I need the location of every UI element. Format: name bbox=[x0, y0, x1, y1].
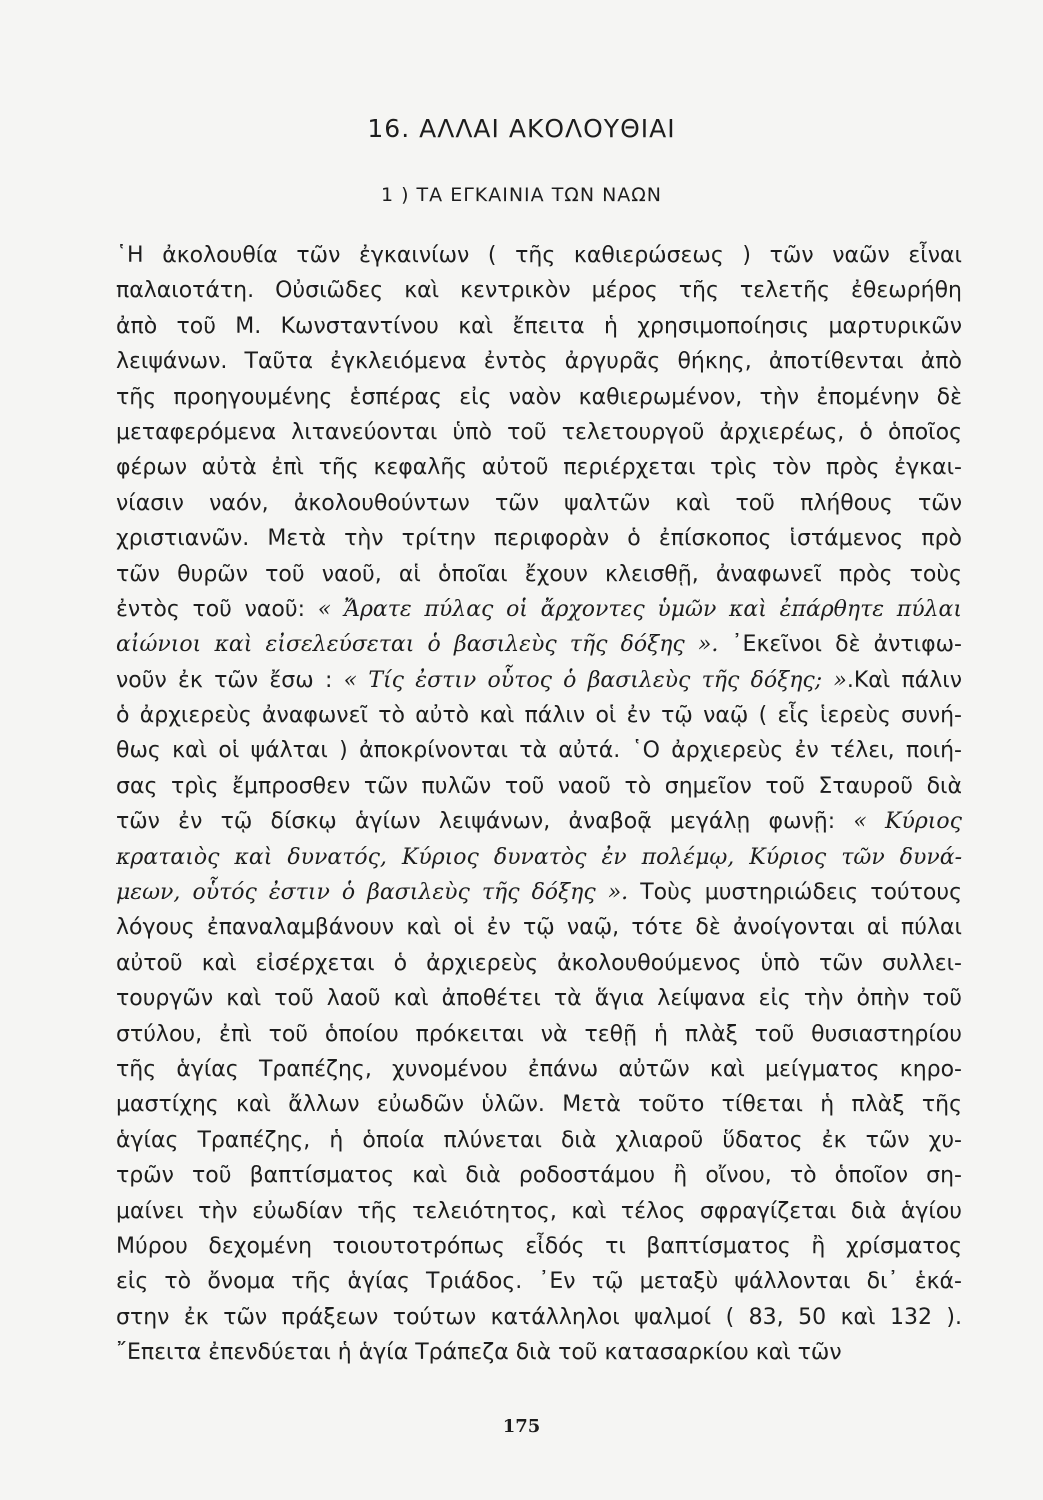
text-segment: μεων, οὗτός ἐστιν ὁ βασιλεὺς τῆς δόξης ». bbox=[116, 880, 629, 906]
text-line bbox=[116, 769, 962, 804]
text-line bbox=[116, 981, 962, 1016]
text-segment: λόγους ἐπαναλαμβάνουν καὶ οἱ ἐν τῷ ναῷ, τότε δὲ ἀνοίγονται αἱ πύλαι bbox=[116, 915, 962, 941]
text-segment: τῆς ἁγίας Τραπέζης, χυνομένου ἐπάνω αὐτῶν καὶ μείγματος κηρο- bbox=[116, 1056, 962, 1082]
text-segment: ἐντὸς τοῦ ναοῦ: bbox=[116, 596, 318, 622]
text-segment: στύλου, ἐπὶ τοῦ ὁποίου πρόκειται νὰ τεθῇ ἡ πλὰξ τοῦ θυσιαστηρίου bbox=[116, 1021, 962, 1047]
text-line bbox=[116, 238, 962, 273]
text-line bbox=[116, 1300, 962, 1335]
text-segment: ἁγίας Τραπέζης, ἡ ὁποία πλύνεται διὰ χλιαροῦ ὕδατος ἐκ τῶν χυ- bbox=[116, 1127, 962, 1153]
text-line bbox=[116, 1052, 962, 1087]
text-segment: αἰώνιοι καὶ εἰσελεύσεται ὁ βασιλεὺς τῆς δόξης ». bbox=[116, 632, 719, 658]
text-line bbox=[116, 698, 962, 733]
text-line bbox=[116, 273, 962, 308]
text-line bbox=[116, 627, 962, 662]
text-line bbox=[116, 875, 962, 910]
text-segment: αὐτοῦ καὶ εἰσέρχεται ὁ ἀρχιερεὺς ἀκολουθούμενος ὑπὸ τῶν συλλει- bbox=[116, 950, 962, 976]
text-line bbox=[116, 521, 962, 556]
text-segment: .Καὶ πάλιν bbox=[846, 667, 962, 693]
text-line bbox=[116, 1229, 962, 1264]
text-segment: μαστίχης καὶ ἄλλων εὐωδῶν ὑλῶν. Μετὰ τοῦτο τίθεται ἡ πλὰξ τῆς bbox=[116, 1092, 962, 1118]
text-segment: τουργῶν καὶ τοῦ λαοῦ καὶ ἀποθέτει τὰ ἅγια λείψανα εἰς τὴν ὀπὴν τοῦ bbox=[116, 986, 962, 1012]
body-text bbox=[116, 238, 962, 1371]
text-segment: « Κύριος bbox=[853, 809, 962, 835]
text-segment: Μύρου δεχομένη τοιουτοτρόπως εἶδός τι βαπτίσματος ἢ χρίσματος bbox=[116, 1233, 962, 1259]
text-line bbox=[116, 1087, 962, 1122]
text-segment: τῆς προηγουμένης ἑσπέρας εἰς ναὸν καθιερωμένον, τὴν ἐπομένην δὲ bbox=[116, 384, 962, 410]
text-segment: τῶν θυρῶν τοῦ ναοῦ, αἱ ὁποῖαι ἔχουν κλεισθῇ, ἀναφωνεῖ πρὸς τοὺς bbox=[116, 561, 962, 587]
text-segment: ἀπὸ τοῦ Μ. Κωνσταντίνου καὶ ἔπειτα ἡ χρησιμοποίησις μαρτυρικῶν bbox=[116, 313, 962, 339]
text-line bbox=[116, 309, 962, 344]
text-segment: Τοὺς μυστηριώδεις τούτους bbox=[628, 880, 962, 906]
text-segment: ᾿Εκεῖνοι δὲ ἀντιφω- bbox=[718, 632, 962, 658]
text-segment: σας τρὶς ἔμπροσθεν τῶν πυλῶν τοῦ ναοῦ τὸ σημεῖον τοῦ Σταυροῦ διὰ bbox=[116, 773, 962, 799]
text-line bbox=[116, 380, 962, 415]
text-segment: μεταφερόμενα λιτανεύονται ὑπὸ τοῦ τελετουργοῦ ἀρχιερέως, ὁ ὁποῖος bbox=[116, 419, 962, 445]
text-segment: « Ἄρατε πύλας οἱ ἄρχοντες ὑμῶν καὶ ἐπάρθητε πύλαι bbox=[317, 596, 962, 622]
text-line bbox=[116, 840, 962, 875]
text-line bbox=[116, 592, 962, 627]
text-segment: κραταιὸς καὶ δυνατός, Κύριος δυνατὸς ἐν πολέμῳ, Κύριος τῶν δυνά- bbox=[116, 844, 962, 870]
text-line bbox=[116, 344, 962, 379]
text-segment: λειψάνων. Ταῦτα ἐγκλειόμενα ἐντὸς ἀργυρᾶς θήκης, ἀποτίθενται ἀπὸ bbox=[116, 349, 962, 375]
text-segment: τρῶν τοῦ βαπτίσματος καὶ διὰ ροδοστάμου ἢ οἴνου, τὸ ὁποῖον ση- bbox=[116, 1163, 962, 1189]
text-line bbox=[116, 450, 962, 485]
text-line bbox=[116, 415, 962, 450]
text-line bbox=[116, 1335, 962, 1370]
text-line bbox=[116, 733, 962, 768]
text-segment: νίασιν ναόν, ἀκολουθούντων τῶν ψαλτῶν καὶ τοῦ πλήθους τῶν bbox=[116, 490, 962, 516]
text-segment: « Τίς ἐστιν οὗτος ὁ βασιλεὺς τῆς δόξης; » bbox=[343, 667, 847, 693]
text-segment: εἰς τὸ ὄνομα τῆς ἁγίας Τριάδος. ᾿Εν τῷ μεταξὺ ψάλλονται δι᾿ ἑκά- bbox=[116, 1269, 962, 1295]
section-title: 1 ) ΤΑ ΕΓΚΑΙΝΙΑ ΤΩΝ ΝΑΩΝ bbox=[380, 184, 663, 206]
text-line bbox=[116, 663, 962, 698]
text-line bbox=[116, 1158, 962, 1193]
text-line bbox=[116, 910, 962, 945]
text-line bbox=[116, 1017, 962, 1052]
text-line bbox=[116, 804, 962, 839]
text-line bbox=[116, 486, 962, 521]
text-segment: φέρων αὐτὰ ἐπὶ τῆς κεφαλῆς αὐτοῦ περιέρχεται τρὶς τὸν πρὸς ἐγκαι- bbox=[116, 455, 962, 481]
text-segment: ῎Επειτα ἐπενδύεται ἡ ἁγία Τράπεζα διὰ τοῦ κατασαρκίου καὶ τῶν bbox=[116, 1340, 842, 1366]
text-line bbox=[116, 1194, 962, 1229]
text-segment: παλαιοτάτη. Οὐσιῶδες καὶ κεντρικὸν μέρος τῆς τελετῆς ἐθεωρήθη bbox=[116, 278, 962, 304]
text-segment: χριστιανῶν. Μετὰ τὴν τρίτην περιφορὰν ὁ ἐπίσκοπος ἱστάμενος πρὸ bbox=[116, 526, 962, 552]
text-line bbox=[116, 1123, 962, 1158]
text-segment: μαίνει τὴν εὐωδίαν τῆς τελειότητος, καὶ τέλος σφραγίζεται διὰ ἁγίου bbox=[116, 1198, 962, 1224]
text-line bbox=[116, 946, 962, 981]
text-segment: ῾Η ἀκολουθία τῶν ἐγκαινίων ( τῆς καθιερώσεως ) τῶν ναῶν εἶναι bbox=[116, 243, 962, 268]
text-segment: θως καὶ οἱ ψάλται ) ἀποκρίνονται τὰ αὐτά. ῾Ο ἀρχιερεὺς ἐν τέλει, ποιή- bbox=[116, 738, 962, 764]
text-segment: τῶν ἐν τῷ δίσκῳ ἁγίων λειψάνων, ἀναβοᾷ μεγάλῃ φωνῇ: bbox=[116, 809, 854, 835]
text-line bbox=[116, 557, 962, 592]
text-line bbox=[116, 1264, 962, 1299]
text-segment: στην ἐκ τῶν πράξεων τούτων κατάλληλοι ψαλμοί ( 83, 50 καὶ 132 ). bbox=[116, 1304, 962, 1330]
chapter-title: 16. ΑΛΛΑΙ ΑΚΟΛΟΥΘΙΑΙ bbox=[367, 114, 676, 143]
page-number: 175 bbox=[502, 1416, 541, 1437]
text-segment: ὁ ἀρχιερεὺς ἀναφωνεῖ τὸ αὐτὸ καὶ πάλιν οἱ ἐν τῷ ναῷ ( εἷς ἱερεὺς συνή- bbox=[116, 703, 962, 729]
text-segment: νοῦν ἐκ τῶν ἔσω : bbox=[116, 667, 344, 693]
